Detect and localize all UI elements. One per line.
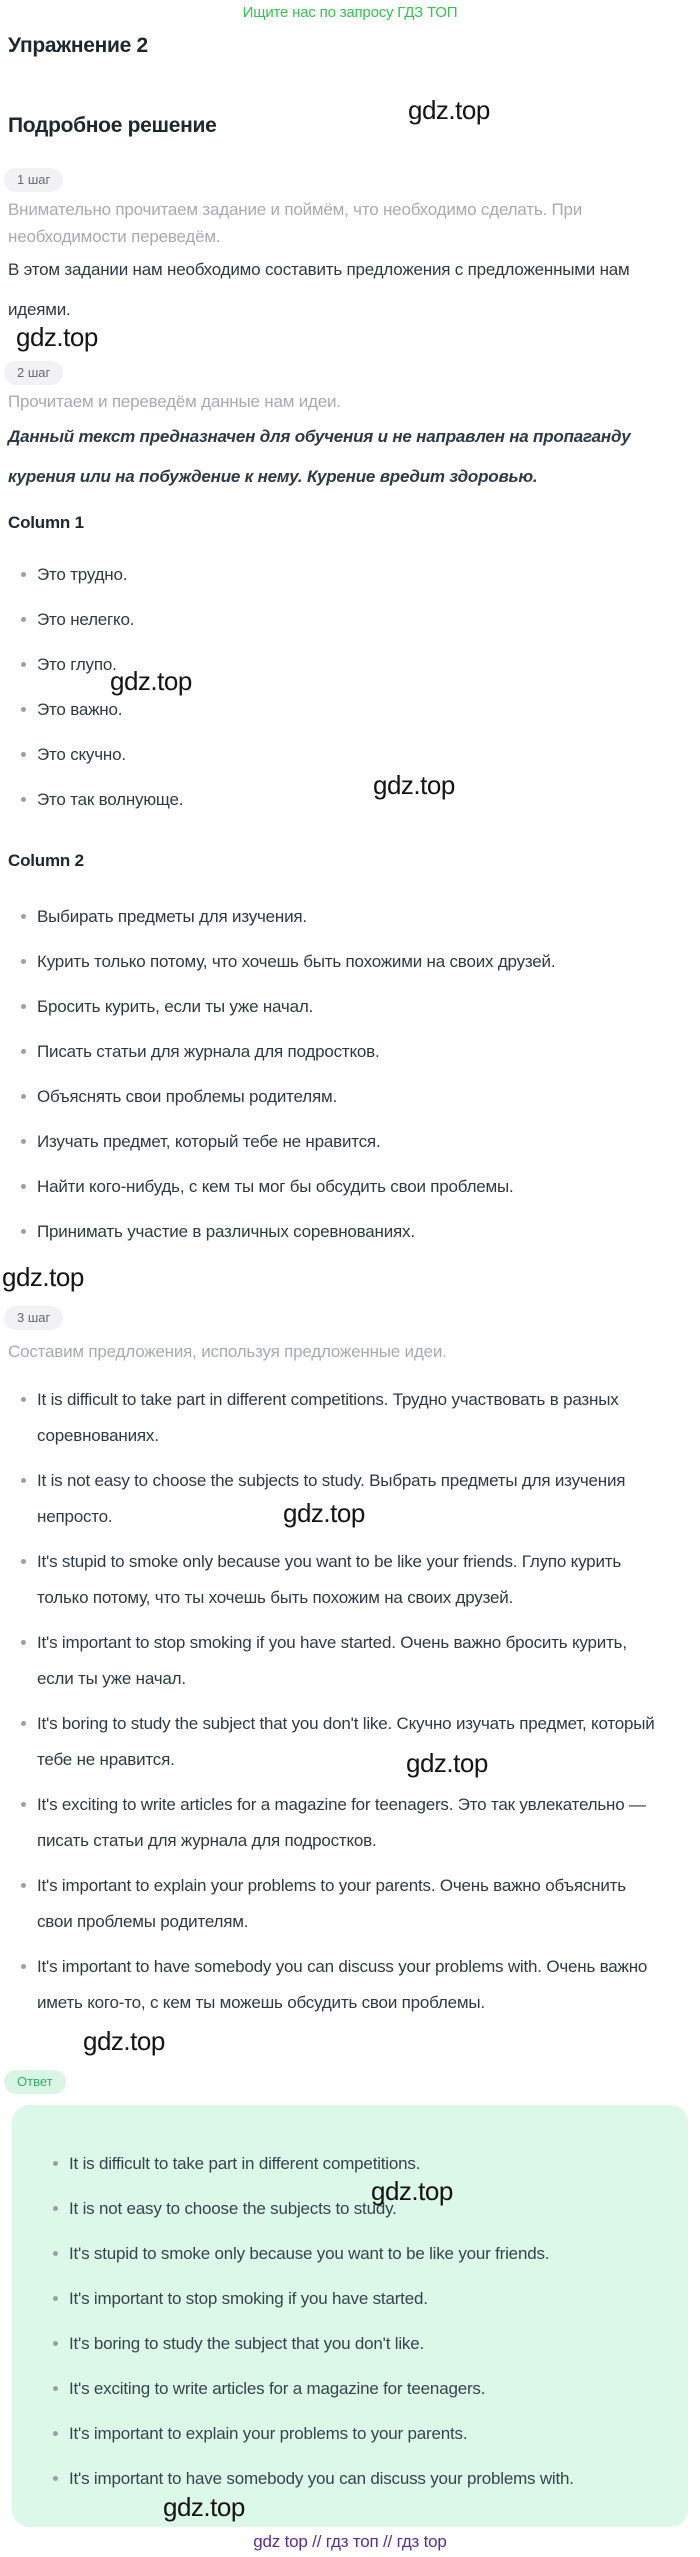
- step-1-badge: 1 шаг: [4, 168, 63, 192]
- watermark-text: gdz.top: [2, 1262, 84, 1292]
- column-2-list: [8, 903, 660, 1263]
- step-3-badge: 3 шаг: [4, 1306, 63, 1330]
- promo-banner-link[interactable]: Ищите нас по запросу ГДЗ ТОП: [242, 4, 458, 21]
- sentences-list: [8, 1382, 660, 2030]
- watermark-text: gdz.top: [83, 2026, 165, 2056]
- watermark-text: gdz.top: [283, 1498, 365, 1528]
- column-2-title: Column 2: [8, 851, 84, 870]
- list-item: Это нелегко.: [8, 606, 660, 633]
- list-item: Это скучно.: [8, 741, 660, 768]
- answer-box: [12, 2105, 688, 2527]
- list-item: It's important to explain your problems to your parents.: [40, 2420, 658, 2447]
- answer-list: [40, 2150, 658, 2510]
- list-item: It is not easy to choose the subjects to study.: [40, 2195, 658, 2222]
- list-item: Принимать участие в различных соревнованиях.: [8, 1218, 660, 1245]
- list-item: Найти кого-нибудь, с кем ты мог бы обсудить свои проблемы.: [8, 1173, 660, 1200]
- list-item: Это глупо.: [8, 651, 660, 678]
- watermark-text: gdz.top: [110, 666, 192, 696]
- task-description: В этом задании нам необходимо составить предложения с предложенными нам идеями.: [8, 260, 630, 319]
- column-1-title: Column 1: [8, 513, 84, 532]
- step-2-note: Прочитаем и переведём данные нам идеи.: [8, 392, 341, 411]
- exercise-title: Упражнение 2: [8, 34, 148, 57]
- list-item: It is difficult to take part in different competitions. Трудно участвовать в разных соревнованиях.: [8, 1382, 660, 1454]
- watermark-text: gdz.top: [373, 770, 455, 800]
- smoking-disclaimer: Данный текст предназначен для обучения и не направлен на пропаганду курения или на побуждение к нему. Курение вредит здоровью.: [8, 427, 631, 486]
- list-item: It's important to have somebody you can discuss your problems with.: [40, 2465, 658, 2492]
- watermark-text: gdz.top: [406, 1748, 488, 1778]
- list-item: It's important to stop smoking if you have started. Очень важно бросить курить, если ты уже начал.: [8, 1625, 660, 1697]
- step-2-badge: 2 шаг: [4, 361, 63, 385]
- step-3-note: Составим предложения, используя предложенные идеи.: [8, 1342, 447, 1361]
- list-item: It's boring to study the subject that you don't like. Скучно изучать предмет, который тебе не нравится.: [8, 1706, 660, 1778]
- list-item: It's stupid to smoke only because you want to be like your friends.: [40, 2240, 658, 2267]
- list-item: It is not easy to choose the subjects to study. Выбрать предметы для изучения непросто.: [8, 1463, 660, 1535]
- list-item: Курить только потому, что хочешь быть похожими на своих друзей.: [8, 948, 660, 975]
- list-item: Писать статьи для журнала для подростков.: [8, 1038, 660, 1065]
- list-item: Объяснять свои проблемы родителям.: [8, 1083, 660, 1110]
- answer-badge: Ответ: [4, 2070, 66, 2094]
- list-item: It's boring to study the subject that you don't like.: [40, 2330, 658, 2357]
- list-item: Это так волнующе.: [8, 786, 660, 813]
- footer-links[interactable]: gdz top // гдз топ // гдз top: [253, 2532, 447, 2551]
- watermark-text: gdz.top: [408, 95, 490, 125]
- list-item: Бросить курить, если ты уже начал.: [8, 993, 660, 1020]
- list-item: It's important to have somebody you can discuss your problems with. Очень важно иметь кого-то, с кем ты можешь обсудить свои проблемы.: [8, 1949, 660, 2021]
- column-1-list: [8, 561, 660, 831]
- watermark-text: gdz.top: [163, 2492, 245, 2522]
- list-item: It's exciting to write articles for a magazine for teenagers.: [40, 2375, 658, 2402]
- list-item: Это трудно.: [8, 561, 660, 588]
- list-item: Изучать предмет, который тебе не нравится.: [8, 1128, 660, 1155]
- list-item: It's stupid to smoke only because you want to be like your friends. Глупо курить только потому, что ты хочешь быть похожим на своих друзей.: [8, 1544, 660, 1616]
- watermark-text: gdz.top: [371, 2176, 453, 2206]
- list-item: Это важно.: [8, 696, 660, 723]
- list-item: It is difficult to take part in different competitions.: [40, 2150, 658, 2177]
- list-item: It's important to explain your problems to your parents. Очень важно объяснить свои проблемы родителям.: [8, 1868, 660, 1940]
- watermark-text: gdz.top: [16, 322, 98, 352]
- step-1-note: Внимательно прочитаем задание и поймём, что необходимо сделать. При необходимости переведём.: [8, 200, 583, 246]
- list-item: Выбирать предметы для изучения.: [8, 903, 660, 930]
- list-item: It's exciting to write articles for a magazine for teenagers. Это так увлекательно — писать статьи для журнала для подростков.: [8, 1787, 660, 1859]
- solution-title: Подробное решение: [8, 114, 217, 137]
- list-item: It's important to stop smoking if you have started.: [40, 2285, 658, 2312]
